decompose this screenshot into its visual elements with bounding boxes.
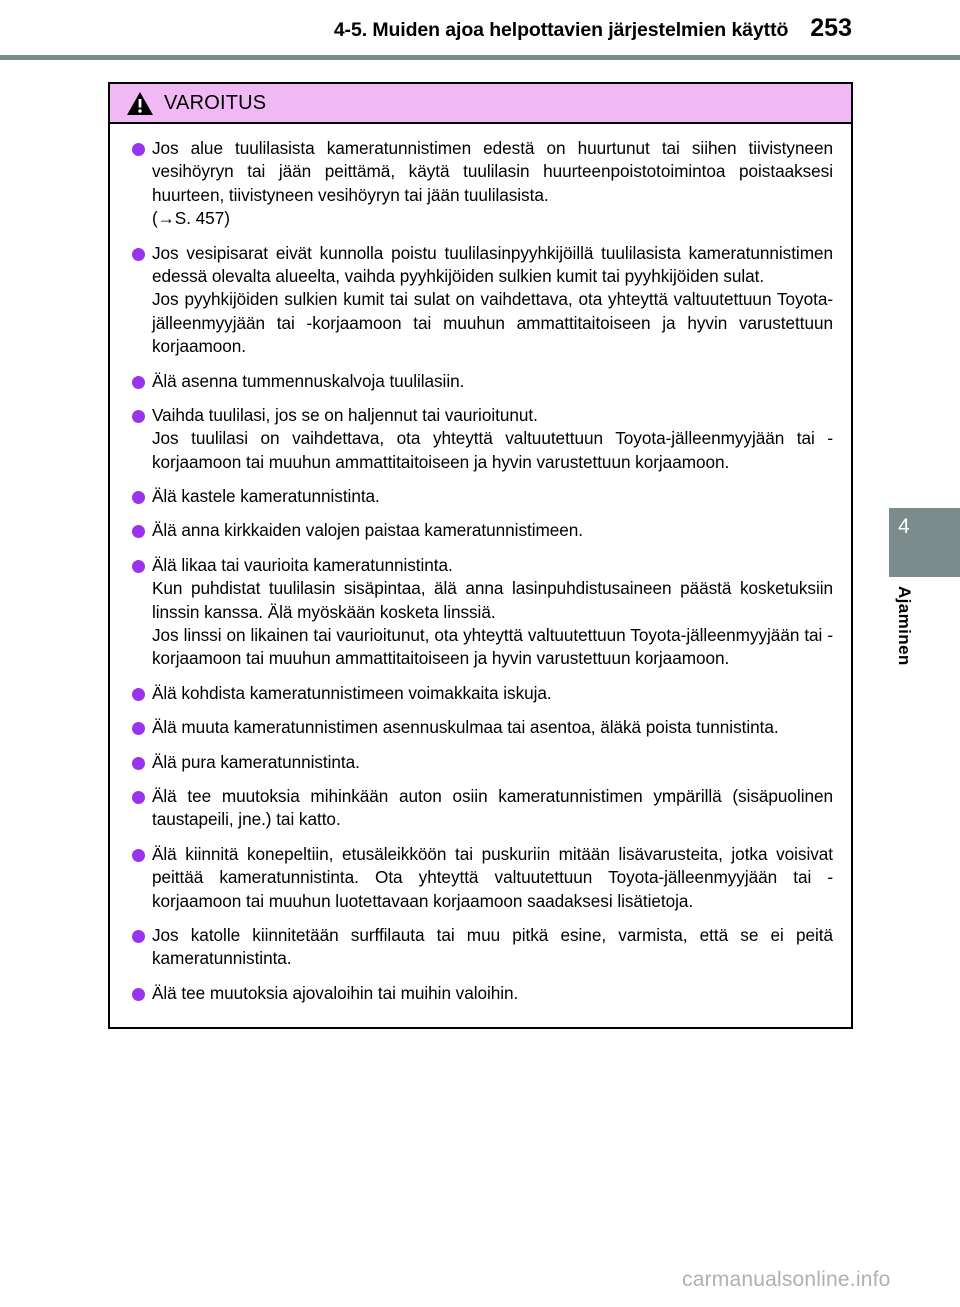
warning-paragraph: Vaihda tuulilasi, jos se on haljennut tai vaurioitunut. (152, 404, 538, 425)
page-header (0, 0, 960, 58)
bullet-dot-icon (132, 930, 145, 943)
header-divider (0, 55, 960, 60)
bullet-dot-icon (132, 688, 145, 701)
warning-bullet-item (128, 924, 833, 971)
bullet-dot-icon (132, 525, 145, 538)
warning-bullet-item (128, 785, 833, 832)
chapter-tab (889, 508, 960, 577)
bullet-dot-icon (132, 376, 145, 389)
warning-paragraph: Älä pura kameratunnistinta. (152, 751, 360, 772)
chapter-tab-number: 4 (898, 515, 910, 538)
warning-paragraph: Älä tee muutoksia ajovaloihin tai muihin valoihin. (152, 982, 519, 1003)
warning-bullet-item (128, 404, 833, 474)
warning-bullet-item (128, 370, 833, 393)
bullet-dot-icon (132, 491, 145, 504)
bullet-dot-icon (132, 143, 145, 156)
warning-paragraph: Kun puhdistat tuulilasin sisäpintaa, älä anna lasinpuhdistusaineen päästä kosketuksiin linssin kanssa. Älä myöskään kosketa linssiä. (152, 578, 833, 622)
warning-header (110, 84, 851, 124)
warning-paragraph: Älä kiinnitä konepeltiin, etusäleikköön tai puskuriin mitään lisävarusteita, jotka voisivat peittää kameratunnistinta. Ota yhteyttä valtuutettuun Toyota-jälleenmyyjään tai -korjaamoon tai muuhun luotettavaan korjaamoon saadaksesi lisätietoja. (152, 843, 833, 911)
warning-bullet-item (128, 519, 833, 542)
warning-paragraph: Älä asenna tummennuskalvoja tuulilasiin. (152, 370, 465, 391)
warning-paragraph: Jos vesipisarat eivät kunnolla poistu tuulilasinpyyhkijöillä tuulilasista kameratunnistimen edessä olevalta alueelta, vaihda pyyhkijöiden sulkien kumit tai pyyhkijöiden sulat. (152, 242, 833, 286)
chapter-label: Ajaminen (895, 586, 914, 666)
warning-bullet-item (128, 716, 833, 739)
warning-paragraph: Älä kastele kameratunnistinta. (152, 486, 380, 507)
warning-bullet-item (128, 982, 833, 1005)
warning-paragraph: Jos pyyhkijöiden sulkien kumit tai sulat on vaihdettava, ota yhteyttä valtuutettuun Toyota-jälleenmyyjään tai -korjaamoon tai muuhun ammattitaitoiseen ja hyvin varustettuun korjaamoon. (152, 289, 833, 357)
warning-paragraph: (→S. 457) (152, 208, 230, 229)
warning-paragraph: Älä tee muutoksia mihinkään auton osiin kameratunnistimen ympärillä (sisäpuolinen taustapeili, jne.) tai katto. (152, 785, 833, 830)
bullet-dot-icon (132, 988, 145, 1001)
warning-paragraph: Jos linssi on likainen tai vaurioitunut, ota yhteyttä valtuutettuun Toyota-jälleenmyyjään tai -korjaamoon tai muuhun ammattitaitoiseen ja hyvin varustettuun korjaamoon. (152, 625, 833, 669)
warning-paragraph: Älä likaa tai vaurioita kameratunnistinta. (152, 554, 453, 575)
warning-paragraph: Älä kohdista kameratunnistimeen voimakkaita iskuja. (152, 682, 552, 703)
warning-paragraph: Jos katolle kiinnitetään surffilauta tai muu pitkä esine, varmista, että se ei peitä kameratunnistinta. (152, 924, 833, 969)
page-number: 253 (810, 14, 852, 42)
warning-paragraph: Älä muuta kameratunnistimen asennuskulmaa tai asentoa, äläkä poista tunnistinta. (152, 717, 779, 738)
warning-title: VAROITUS (164, 91, 267, 114)
warning-body (110, 124, 851, 1027)
warning-box (108, 82, 853, 1029)
header-inner (334, 14, 852, 43)
bullet-dot-icon (132, 248, 145, 261)
bullet-dot-icon (132, 560, 145, 573)
bullet-dot-icon (132, 722, 145, 735)
warning-triangle-icon (126, 91, 154, 116)
warning-paragraph: Älä anna kirkkaiden valojen paistaa kameratunnistimeen. (152, 520, 584, 541)
warning-bullet-item (128, 554, 833, 671)
warning-bullet-item (128, 485, 833, 508)
warning-paragraph: Jos alue tuulilasista kameratunnistimen edestä on huurtunut tai siihen tiivistyneen vesihöyryn tai jään peittämä, käytä tuulilasin huurteenpoistotoimintoa poistaaksesi huurteen, tiivistyneen vesihöyryn tai jään tuulilasista. (152, 138, 833, 205)
bullet-dot-icon (132, 791, 145, 804)
warning-bullet-item (128, 242, 833, 359)
watermark: carmanualsonline.info (682, 1268, 891, 1291)
bullet-dot-icon (132, 410, 145, 423)
warning-bullet-item (128, 682, 833, 705)
warning-bullet-item (128, 751, 833, 774)
warning-bullet-item (128, 137, 833, 231)
warning-bullet-item (128, 843, 833, 913)
bullet-dot-icon (132, 757, 145, 770)
warning-paragraph: Jos tuulilasi on vaihdettava, ota yhteyttä valtuutettuun Toyota-jälleenmyyjään tai -korjaamoon tai muuhun ammattitaitoiseen ja hyvin varustettuun korjaamoon. (152, 428, 833, 472)
page-title: 4-5. Muiden ajoa helpottavien järjestelmien käyttö (333, 19, 789, 41)
bullet-dot-icon (132, 849, 145, 862)
